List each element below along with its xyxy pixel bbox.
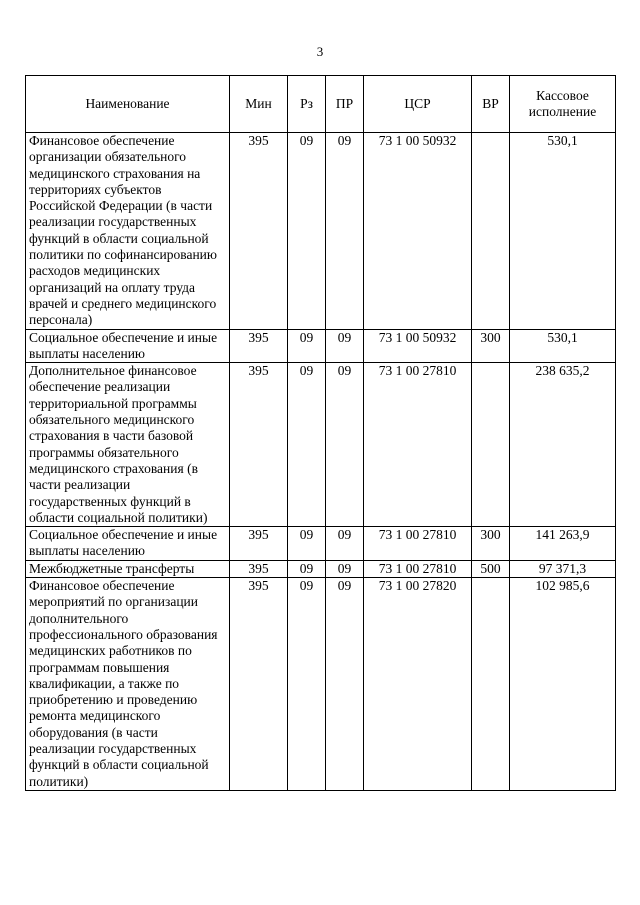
row-vr (472, 578, 510, 791)
row-pr: 09 (326, 133, 364, 330)
row-csr: 73 1 00 27810 (364, 560, 472, 577)
row-name: Социальное обеспечение и иные выплаты населению (26, 329, 230, 363)
row-name: Дополнительное финансовое обеспечение реализации территориальной программы обязательного медицинского страхования в части базовой программы обязательного медицинского страхования (в части реализации государственных функций в области социальной политики) (26, 363, 230, 527)
table-row (26, 363, 616, 527)
row-amount: 238 635,2 (510, 363, 616, 527)
row-amount: 530,1 (510, 329, 616, 363)
row-rz: 09 (288, 363, 326, 527)
table-row (26, 578, 616, 791)
header-rz: Рз (288, 76, 326, 133)
header-pr: ПР (326, 76, 364, 133)
row-min: 395 (230, 133, 288, 330)
row-pr: 09 (326, 329, 364, 363)
row-vr (472, 133, 510, 330)
row-name: Социальное обеспечение и иные выплаты населению (26, 527, 230, 561)
table-row (26, 560, 616, 577)
row-vr: 300 (472, 329, 510, 363)
row-min: 395 (230, 363, 288, 527)
row-name: Финансовое обеспечение мероприятий по организации дополнительного профессионального образования медицинских работников по программам повышения квалификации, а также по приобретению и проведению ремонта медицинского оборудования (в части реализации государственных функций в области социальной политики) (26, 578, 230, 791)
row-min: 395 (230, 527, 288, 561)
row-csr: 73 1 00 50932 (364, 329, 472, 363)
row-rz: 09 (288, 578, 326, 791)
row-vr: 500 (472, 560, 510, 577)
row-csr: 73 1 00 27810 (364, 363, 472, 527)
row-pr: 09 (326, 363, 364, 527)
header-cash: Кассовое исполнение (510, 76, 616, 133)
budget-execution-table (25, 75, 616, 791)
table-header-row (26, 76, 616, 133)
table-row (26, 527, 616, 561)
header-min: Мин (230, 76, 288, 133)
row-min: 395 (230, 578, 288, 791)
row-vr: 300 (472, 527, 510, 561)
row-rz: 09 (288, 527, 326, 561)
row-amount: 530,1 (510, 133, 616, 330)
row-csr: 73 1 00 50932 (364, 133, 472, 330)
row-rz: 09 (288, 560, 326, 577)
row-vr (472, 363, 510, 527)
row-pr: 09 (326, 527, 364, 561)
row-pr: 09 (326, 560, 364, 577)
header-vr: ВР (472, 76, 510, 133)
row-rz: 09 (288, 329, 326, 363)
row-csr: 73 1 00 27810 (364, 527, 472, 561)
table-row (26, 329, 616, 363)
page-number: 3 (316, 44, 324, 59)
row-min: 395 (230, 329, 288, 363)
row-name: Финансовое обеспечение организации обязательного медицинского страхования на территориях субъектов Российской Федерации (в части реализации государственных функций в области социальной политики по софинансированию расходов медицинских организаций на оплату труда врачей и среднего медицинского персонала) (26, 133, 230, 330)
row-min: 395 (230, 560, 288, 577)
row-amount: 141 263,9 (510, 527, 616, 561)
header-name: Наименование (26, 76, 230, 133)
row-pr: 09 (326, 578, 364, 791)
header-csr: ЦСР (364, 76, 472, 133)
row-rz: 09 (288, 133, 326, 330)
row-name: Межбюджетные трансферты (26, 560, 230, 577)
row-amount: 102 985,6 (510, 578, 616, 791)
row-amount: 97 371,3 (510, 560, 616, 577)
row-csr: 73 1 00 27820 (364, 578, 472, 791)
table-row (26, 133, 616, 330)
